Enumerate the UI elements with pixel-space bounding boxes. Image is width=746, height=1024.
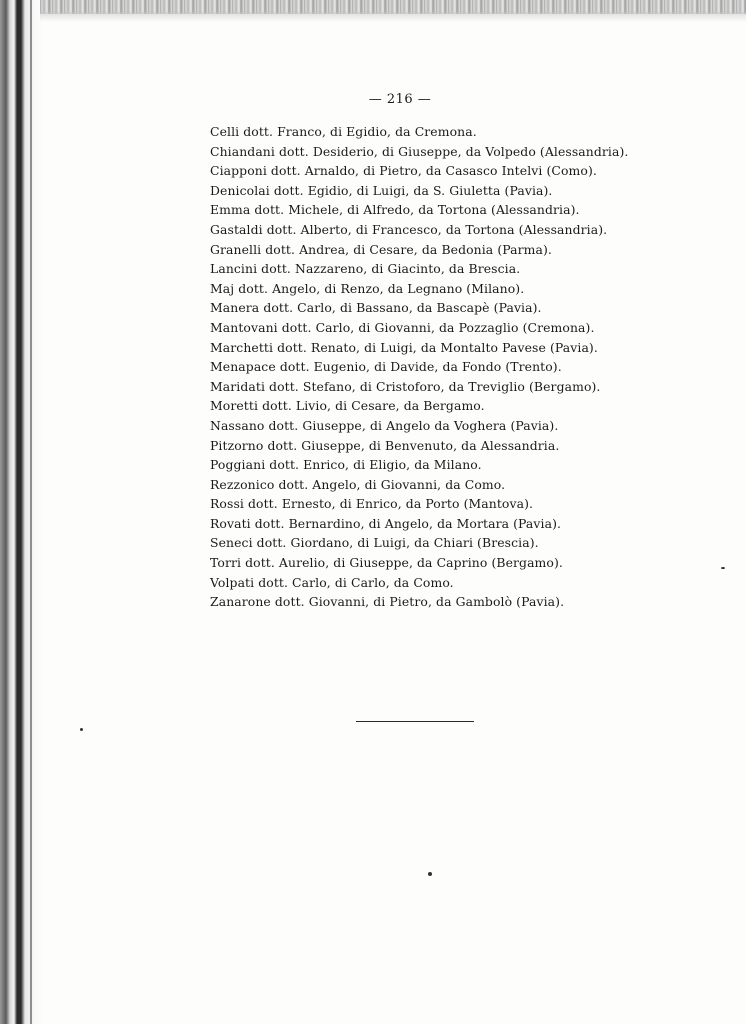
page-number: — 216 — xyxy=(368,92,432,107)
list-item: Ciapponi dott. Arnaldo, di Pietro, da Casasco Intelvi (Como). xyxy=(210,163,597,179)
list-item: Celli dott. Franco, di Egidio, da Cremona. xyxy=(210,124,477,139)
scan-speck xyxy=(80,728,83,731)
list-item: Manera dott. Carlo, di Bassano, da Bascapè (Pavia). xyxy=(210,300,542,316)
end-rule-divider xyxy=(356,721,474,722)
list-item: Chiandani dott. Desiderio, di Giuseppe, da Volpedo (Alessandria). xyxy=(210,143,629,159)
list-item: Pitzorno dott. Giuseppe, di Benvenuto, da Alessandria. xyxy=(210,437,560,453)
graduate-list xyxy=(210,122,680,612)
spine-line xyxy=(30,0,32,1024)
scan-speck xyxy=(428,872,432,876)
list-item: Rossi dott. Ernesto, di Enrico, da Porto (Mantova). xyxy=(210,496,534,512)
list-item: Menapace dott. Eugenio, di Davide, da Fondo (Trento). xyxy=(210,359,562,375)
list-item: Moretti dott. Livio, di Cesare, da Bergamo. xyxy=(210,398,485,414)
list-item: Rezzonico dott. Angelo, di Giovanni, da Como. xyxy=(210,476,506,492)
list-item: Maridati dott. Stefano, di Cristoforo, da Treviglio (Bergamo). xyxy=(210,378,601,394)
list-item: Lancini dott. Nazzareno, di Giacinto, da Brescia. xyxy=(210,261,521,277)
list-item: Emma dott. Michele, di Alfredo, da Tortona (Alessandria). xyxy=(210,202,580,218)
list-item: Gastaldi dott. Alberto, di Francesco, da Tortona (Alessandria). xyxy=(210,221,608,237)
list-item: Rovati dott. Bernardino, di Angelo, da Mortara (Pavia). xyxy=(210,515,562,531)
list-item: Torri dott. Aurelio, di Giuseppe, da Caprino (Bergamo). xyxy=(210,555,563,571)
list-item: Mantovani dott. Carlo, di Giovanni, da Pozzaglio (Cremona). xyxy=(210,319,595,335)
list-item: Volpati dott. Carlo, di Carlo, da Como. xyxy=(210,574,454,590)
list-item: Seneci dott. Giordano, di Luigi, da Chiari (Brescia). xyxy=(210,535,539,551)
list-item: Granelli dott. Andrea, di Cesare, da Bedonia (Parma). xyxy=(210,241,552,257)
list-item: Nassano dott. Giuseppe, di Angelo da Voghera (Pavia). xyxy=(210,417,559,433)
list-item: Marchetti dott. Renato, di Luigi, da Montalto Pavese (Pavia). xyxy=(210,339,598,355)
list-item: Maj dott. Angelo, di Renzo, da Legnano (Milano). xyxy=(210,280,525,296)
list-item: Zanarone dott. Giovanni, di Pietro, da Gambolò (Pavia). xyxy=(210,594,565,610)
scan-top-shadow xyxy=(40,12,746,22)
scan-speck xyxy=(721,567,725,569)
book-spine-edge xyxy=(0,0,44,1024)
list-item: Poggiani dott. Enrico, di Eligio, da Milano. xyxy=(210,457,482,473)
list-item: Denicolai dott. Egidio, di Luigi, da S. Giuletta (Pavia). xyxy=(210,182,553,198)
